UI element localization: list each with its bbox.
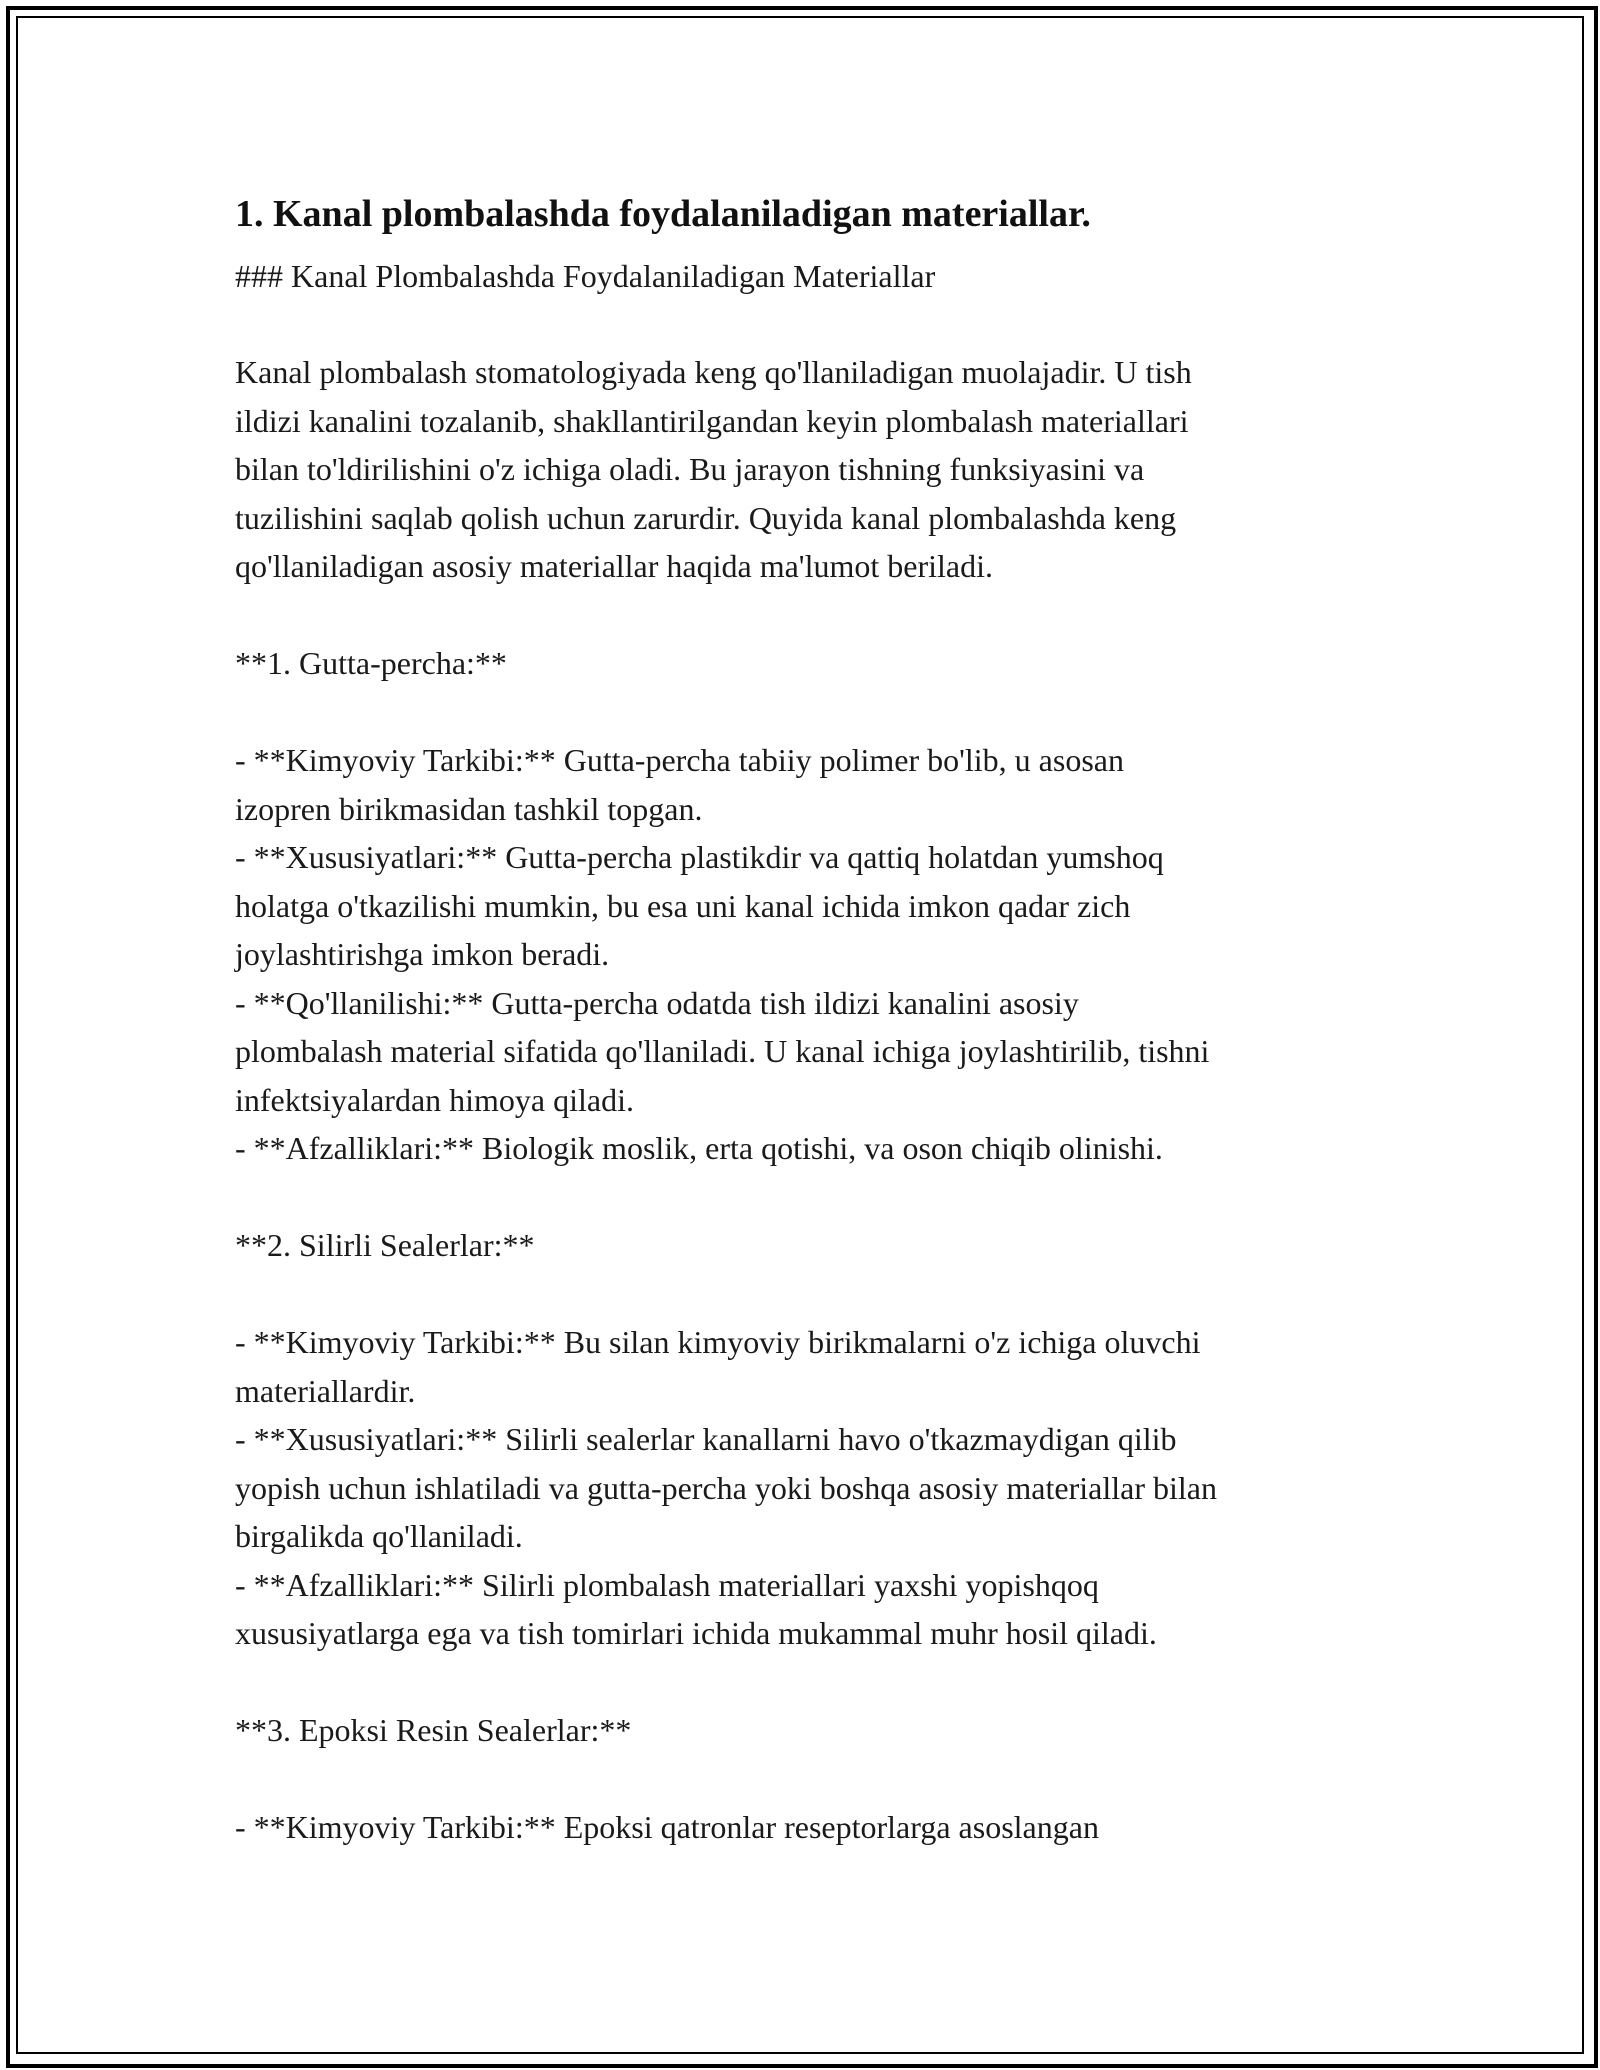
- blank-line: [235, 688, 1405, 737]
- blank-line: [235, 1173, 1405, 1222]
- intro-paragraph: [235, 348, 1405, 591]
- document-subheading: ### Kanal Plombalashda Foydalaniladigan Materiallar: [235, 258, 936, 294]
- section-line: holatga o'tkazilishi mumkin, bu esa uni kanal ichida imkon qadar zich: [235, 887, 1131, 924]
- blank-line: [235, 591, 1405, 640]
- section-line: - **Kimyoviy Tarkibi:** Bu silan kimyoviy birikmalarni o'z ichiga oluvchi: [235, 1324, 1201, 1360]
- section-line: plombalash material sifatida qo'llaniladi. U kanal ichiga joylashtirilib, tishni: [235, 1033, 1210, 1069]
- section-line: yopish uchun ishlatiladi va gutta-percha yoki boshqa asosiy materiallar bilan: [235, 1469, 1217, 1506]
- section-heading: **3. Epoksi Resin Sealerlar:**: [235, 1712, 632, 1748]
- blank-line: [235, 1270, 1405, 1319]
- section-line: birgalikda qo'llaniladi.: [235, 1518, 523, 1554]
- document-body: [235, 188, 1405, 1852]
- intro-line: qo'llaniladigan asosiy materiallar haqida ma'lumot beriladi.: [235, 548, 993, 584]
- section-line: xususiyatlarga ega va tish tomirlari ichida mukammal muhr hosil qiladi.: [235, 1615, 1157, 1651]
- section-heading: **1. Gutta-percha:**: [235, 645, 507, 681]
- section-gutta-percha: [235, 639, 1405, 1173]
- document-title: 1. Kanal plombalashda foydalaniladigan materiallar.: [235, 193, 1091, 235]
- section-line: - **Kimyoviy Tarkibi:** Gutta-percha tabiiy polimer bo'lib, u asosan: [235, 742, 1124, 778]
- section-line: - **Afzalliklari:** Silirli plombalash materiallari yaxshi yopishqoq: [235, 1566, 1099, 1603]
- blank-line: [235, 1658, 1405, 1707]
- section-heading: **2. Silirli Sealerlar:**: [235, 1227, 535, 1263]
- section-line: - **Kimyoviy Tarkibi:** Epoksi qatronlar reseptorlarga asoslangan: [235, 1809, 1099, 1845]
- intro-line: ildizi kanalini tozalanib, shakllantirilgandan keyin plombalash materiallari: [235, 402, 1189, 439]
- section-line: izopren birikmasidan tashkil topgan.: [235, 790, 703, 827]
- section-line: infektsiyalardan himoya qiladi.: [235, 1081, 634, 1118]
- section-line: - **Xususiyatlari:** Silirli sealerlar kanallarni havo o'tkazmaydigan qilib: [235, 1421, 1177, 1457]
- blank-line: [235, 1755, 1405, 1804]
- section-line: - **Qo'llanilishi:** Gutta-percha odatda tish ildizi kanalini asosiy: [235, 984, 1079, 1021]
- section-line: joylashtirishga imkon beradi.: [235, 936, 610, 972]
- intro-line: Kanal plombalash stomatologiyada keng qo'llaniladigan muolajadir. U tish: [235, 354, 1192, 390]
- section-line: materiallardir.: [235, 1372, 416, 1409]
- intro-line: bilan to'ldirilishini o'z ichiga oladi. Bu jarayon tishning funksiyasini va: [235, 451, 1145, 487]
- section-line: - **Xususiyatlari:** Gutta-percha plastikdir va qattiq holatdan yumshoq: [235, 839, 1164, 875]
- intro-line: tuzilishini saqlab qolish uchun zarurdir. Quyida kanal plombalashda keng: [235, 499, 1177, 536]
- section-epoksi-resin-sealerlar: [235, 1706, 1405, 1852]
- section-line: - **Afzalliklari:** Biologik moslik, erta qotishi, va oson chiqib olinishi.: [235, 1130, 1163, 1166]
- section-silirli-sealerlar: [235, 1221, 1405, 1658]
